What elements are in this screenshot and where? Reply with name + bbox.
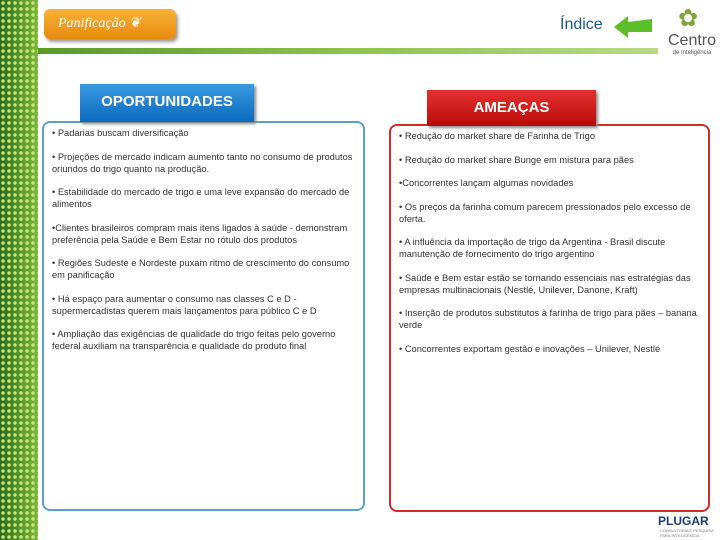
threats-box: [389, 124, 710, 512]
opportunities-item: • Regiões Sudeste e Nordeste puxam ritmo de crescimento do consumo em panificação: [52, 258, 350, 280]
plugar-tagline: CONSULTORIA E PESQUISA PARA INTELIGÊNCIA: [660, 528, 714, 538]
opportunities-item: • Estabilidade do mercado de trigo e uma leve expansão do mercado de alimentos: [52, 187, 350, 209]
opportunities-item: •Clientes brasileiros compram mais itens ligados à saúde - demonstram preferência pela Saúde e Bem Estar no rótulo dos produtos: [52, 222, 348, 245]
wheat-icon: ❦: [129, 16, 141, 31]
threats-item: • Saúde e Bem estar estão se tornando essenciais nas estratégias das empresas multinacionais (Nestlé, Unilever, Danone, Kraft): [399, 272, 691, 295]
flower-logo-icon: ✿: [678, 5, 699, 32]
plugar-logo: PLUGAR: [658, 514, 709, 528]
logo-subtitle: de Inteligência: [672, 50, 712, 56]
header-divider: [38, 48, 658, 54]
section-tag-label: Panificação: [58, 16, 126, 31]
threats-item: • Concorrentes exportam gestão e inovações – Unilever, Nestlé: [399, 343, 661, 354]
logo: [664, 4, 720, 56]
decorative-side-bar: [0, 0, 38, 540]
threats-item: • Redução do market share Bunge em mistura para pães: [399, 154, 634, 165]
threats-item: • Inserção de produtos substitutos à farinha de trigo para pães – banana verde: [399, 308, 697, 330]
opportunities-item: • Projeções de mercado indicam aumento tanto no consumo de produtos oriundos do trigo quanto na produção.: [52, 151, 353, 174]
opportunities-item: • Há espaço para aumentar o consumo nas classes C e D - supermercadistas querem mais lançamentos para público C e D: [52, 293, 317, 316]
section-tag: [44, 9, 176, 39]
threats-item: • A influência da importação de trigo da Argentina - Brasil discute manutenção de fornecimento do trigo argentino: [399, 237, 666, 259]
opportunities-item: • Padarias buscam diversificação: [52, 128, 189, 138]
opportunities-header: OPORTUNIDADES: [80, 84, 254, 122]
opportunities-item: • Ampliação das exigências de qualidade do trigo feitas pelo governo federal auxiliam na transparência e qualidade do produto final: [52, 329, 336, 351]
logo-title: Centro: [667, 32, 717, 49]
index-link[interactable]: Índice: [560, 16, 603, 33]
threats-item: •Concorrentes lançam algumas novidades: [399, 178, 574, 188]
threats-header: AMEAÇAS: [427, 90, 596, 126]
opportunities-box: [42, 121, 365, 511]
threats-item: • Os preços da farinha comum parecem pressionados pelo excesso de oferta.: [399, 201, 691, 224]
threats-item: • Redução do market share de Farinha de Trigo: [399, 131, 596, 141]
back-arrow-icon[interactable]: [614, 16, 654, 38]
